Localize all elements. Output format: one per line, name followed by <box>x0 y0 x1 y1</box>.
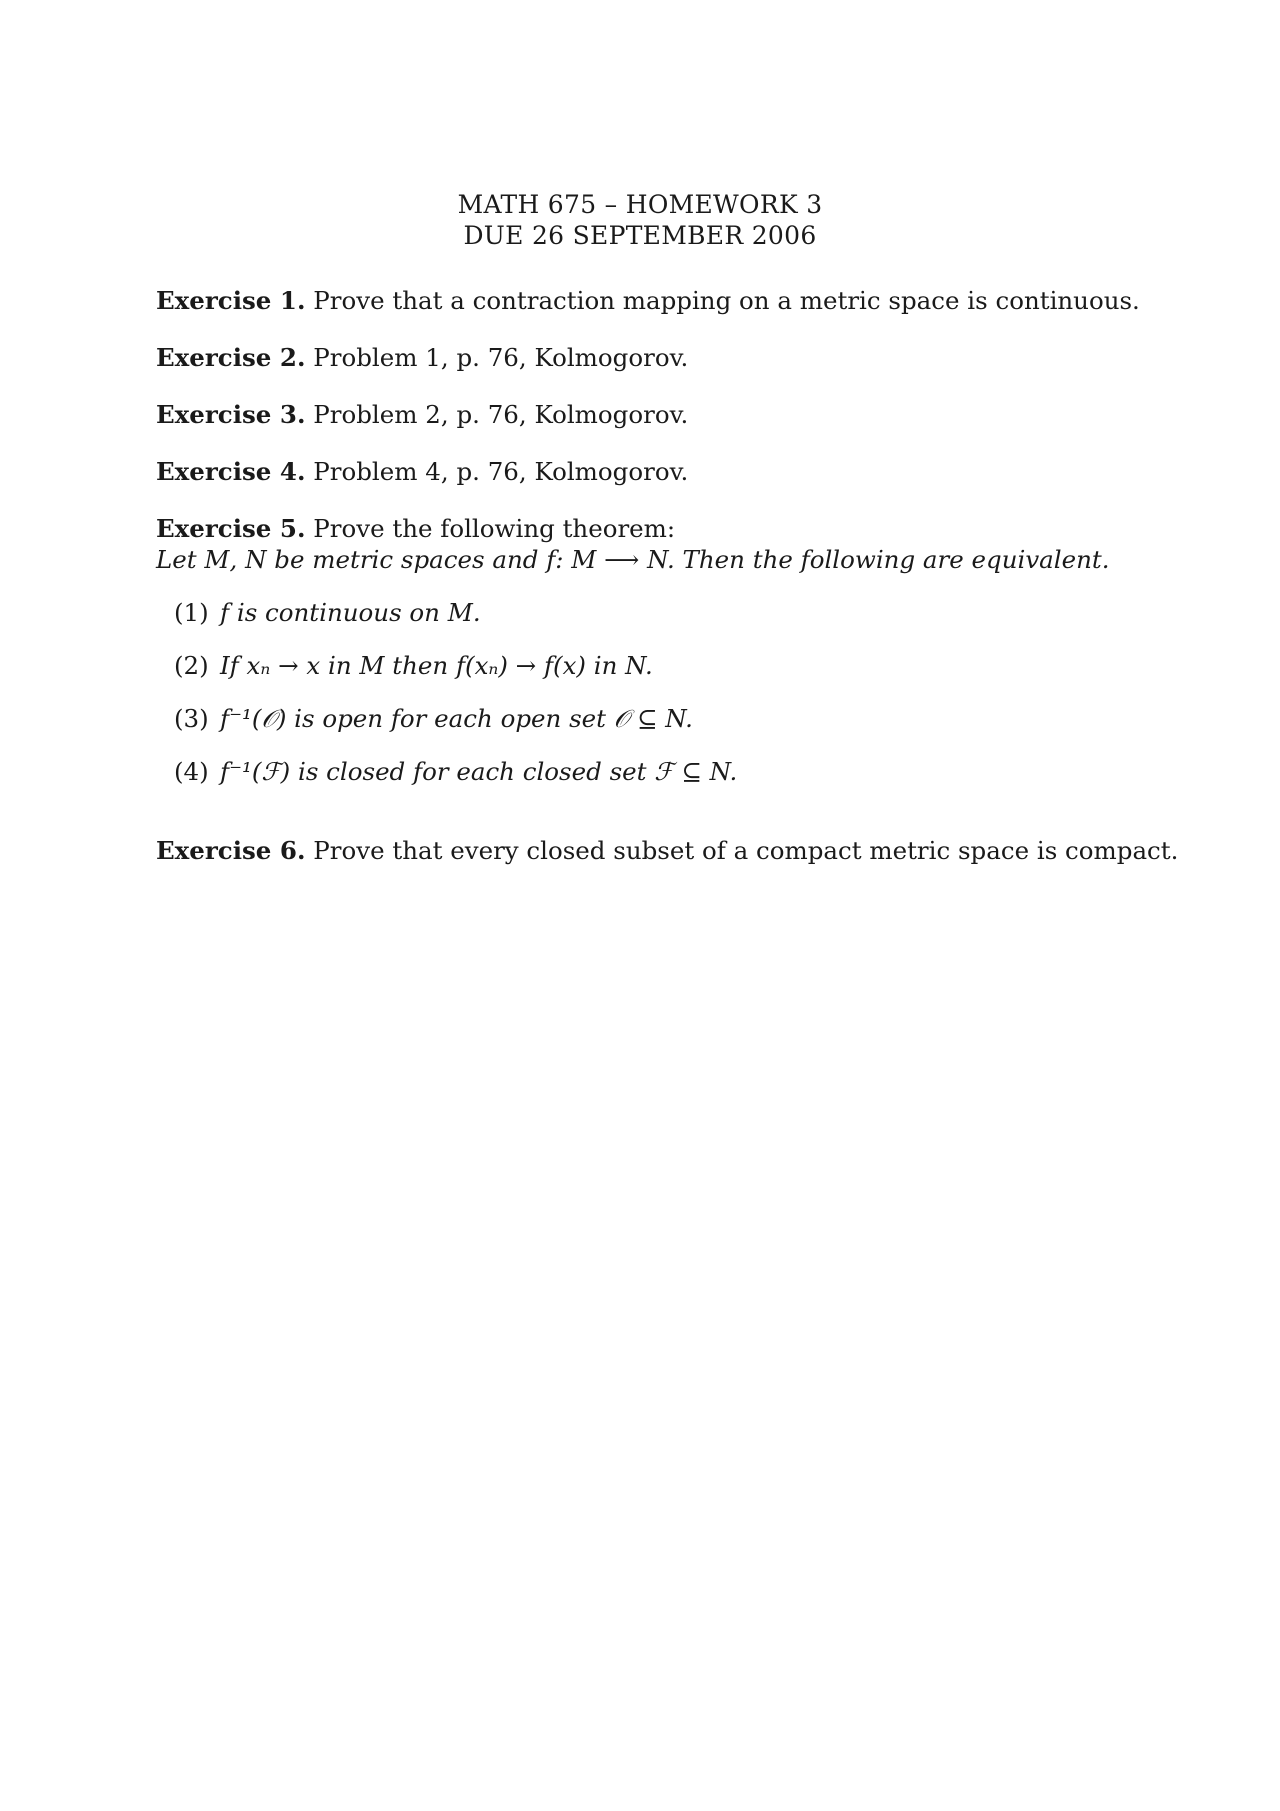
exercise-label: Exercise 5. <box>156 514 306 543</box>
theorem-item <box>174 598 737 651</box>
exercise-1 <box>156 286 1140 315</box>
page-title: MATH 675 – HOMEWORK 3 <box>457 190 823 219</box>
due-date: DUE 26 SEPTEMBER 2006 <box>463 221 817 250</box>
item-text: f is continuous on M. <box>220 598 481 627</box>
item-number: (4) <box>174 757 209 786</box>
exercise-3 <box>156 400 688 429</box>
exercise-5 <box>156 514 675 543</box>
item-number: (1) <box>174 598 209 627</box>
item-text: f⁻¹(𝒪) is open for each open set 𝒪 ⊆ N. <box>220 704 693 733</box>
theorem-item <box>174 757 737 810</box>
theorem-item <box>174 651 737 704</box>
exercise-label: Exercise 2. <box>156 343 306 372</box>
exercise-text: Problem 1, p. 76, Kolmogorov. <box>313 343 689 372</box>
exercise-label: Exercise 6. <box>156 836 306 865</box>
exercise-text: Prove that a contraction mapping on a metric space is continuous. <box>313 286 1140 315</box>
item-text: f⁻¹(ℱ) is closed for each closed set ℱ ⊆ N. <box>220 757 738 786</box>
exercise-text: Problem 2, p. 76, Kolmogorov. <box>313 400 689 429</box>
exercise-text: Prove the following theorem: <box>313 514 676 543</box>
theorem-item-list <box>174 598 737 810</box>
item-number: (3) <box>174 704 209 733</box>
exercise-text: Prove that every closed subset of a compact metric space is compact. <box>313 836 1179 865</box>
theorem-statement: Let M, N be metric spaces and f: M ⟶ N. Then the following are equivalent. <box>156 545 1110 574</box>
exercise-label: Exercise 4. <box>156 457 306 486</box>
exercise-label: Exercise 1. <box>156 286 306 315</box>
item-number: (2) <box>174 651 209 680</box>
theorem-item <box>174 704 737 757</box>
exercise-2 <box>156 343 688 372</box>
exercise-4 <box>156 457 688 486</box>
item-text: If xₙ → x in M then f(xₙ) → f(x) in N. <box>220 651 653 680</box>
exercise-label: Exercise 3. <box>156 400 306 429</box>
exercise-6 <box>156 836 1178 865</box>
exercise-text: Problem 4, p. 76, Kolmogorov. <box>313 457 689 486</box>
